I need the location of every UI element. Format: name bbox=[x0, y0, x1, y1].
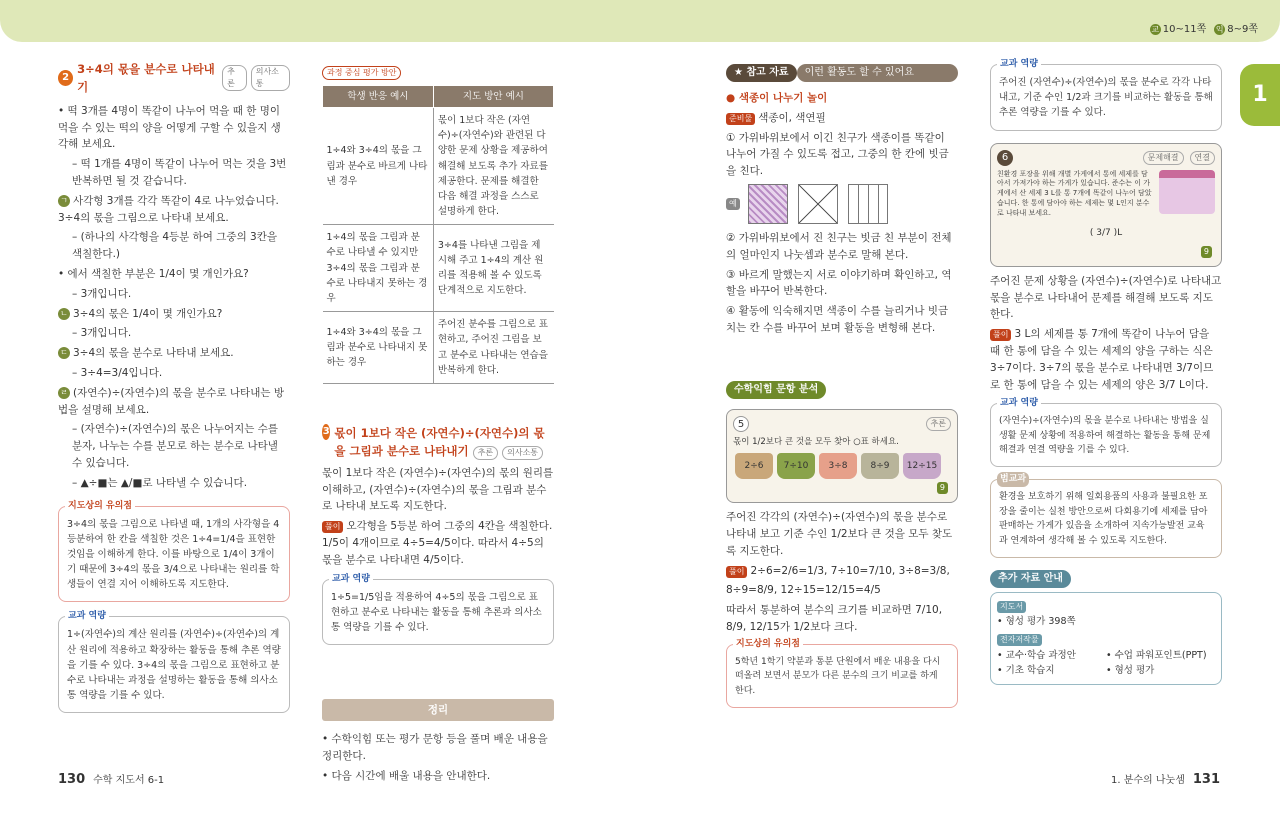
guide-label: 지도서 bbox=[997, 601, 1026, 613]
competency-label: 교과 역량 bbox=[997, 396, 1041, 410]
solution-line: 따라서 통분하여 분수의 크기를 비교하면 7/10, 8/9, 12/15가 1/2보다 크다. bbox=[726, 604, 943, 633]
teaching-note-box: 지도상의 유의점 3÷4의 몫을 그림으로 나타낼 때, 1개의 사각형을 4등분하여 한 칸을 색칠한 것은 1÷4=1/4을 표현한 것임을 이해하게 한다. 이를 바탕으로 1/4이 3개이기 때문에 3÷4의 몫을 3/4으로 나타내는 원리를 학생들이 연결 지어 이해하도록 지도한다. bbox=[58, 506, 290, 603]
answer: – (하나의 사각형을 4등분 하여 그중의 3칸을 색칠한다.) bbox=[72, 231, 278, 261]
workbook-problem-5 bbox=[726, 409, 958, 503]
tag-communication: 의사소통 bbox=[502, 446, 543, 460]
paper-figure bbox=[798, 184, 838, 224]
prep-label: 준비물 bbox=[726, 113, 755, 125]
answer: – 3÷4=3/4입니다. bbox=[72, 366, 163, 379]
table-header: 학생 반응 예시 bbox=[323, 85, 434, 107]
reference-subtitle: 이런 활동도 할 수 있어요 bbox=[797, 64, 958, 82]
tag-problem-solving: 문제해결 bbox=[1143, 151, 1184, 165]
summary-bar: 정리 bbox=[322, 699, 554, 721]
page-number: 131 bbox=[1192, 772, 1220, 787]
section-number: 2 bbox=[58, 70, 73, 86]
step: ④ 활동에 익숙해지면 색종이 수를 늘리거나 빗금 치는 칸 수를 바꾸어 보며 활동을 변형해 본다. bbox=[726, 305, 949, 334]
paragraph: 주어진 문제 상황을 (자연수)÷(자연수)로 나타내고 몫을 분수로 나타내어 문제를 해결해 보도록 지도한다. bbox=[990, 274, 1222, 321]
game-title: ● 색종이 나누기 놀이 bbox=[726, 92, 828, 104]
resource-item[interactable]: • 수업 파워포인트(PPT) bbox=[1106, 649, 1207, 661]
competency-label: 교과 역량 bbox=[329, 572, 373, 586]
page-badge: 9 bbox=[937, 482, 948, 494]
right-column-2: 교과 역량 주어진 (자연수)÷(자연수)의 몫을 분수로 각각 나타내고, 기준 수인 1/2과 크기를 비교하는 활동을 통해 추론 역량을 기를 수 있다. 6 문제해결 연결 친환경 포장을 위해 개별 가게에서 통에 세제를 담아서 가져가야 하는 가게가 있습니다. 준수는 이 가게에서 산 세제 3 L를 통 7개에 똑같이 나누어 담았습니다. 한 통에 담아야 하는 세제는 몇 L인지 분수로 나타내 보세요. ( 3/7 )L 9 주어진 문제 상황을 (자연수)÷(자연수)로 나타내고 몫을 분수로 나타내어 문제를 해결해 보도록 지도한다. 풀이 3 L의 세제를 통 7개에 똑같이 나누어 담을 때 한 통에 담을 수 있는 세제의 양을 구하는 식은 3÷7이다. 3÷7의 몫을 분수로 나타내면 3/7이므로 한 통에 담을 수 있는 세제의 양은 3/7 L이다. 교과 역량 (자연수)÷(자연수)의 몫을 분수로 나타내는 방법을 실생활 문제 상황에 적용하여 해결하는 활동을 통해 문제해결과 연결 역량을 기를 수 있다. 범교과 환경을 보호하기 위해 일회용품의 사용과 불필요한 포장을 줄이는 실천 방안으로써 다회용기에 세제를 담아 판매하는 가게가 있음을 소개하여 지속가능발전 교육과 연계하여 생각해 볼 수 있도록 지도한다. 추가 자료 안내 지도서 • 형성 평가 398쪽 전자저작물 • 교수·학습 과정안 • 수업 파워포인트(PPT) • 기초 학습지 • 형성 평가 bbox=[990, 64, 1222, 685]
answer: – 3개입니다. bbox=[72, 327, 132, 340]
problem-number: 6 bbox=[997, 150, 1013, 166]
section-number: 3 bbox=[322, 424, 330, 440]
summary-item: • 다음 시간에 배울 내용을 안내한다. bbox=[322, 769, 491, 782]
jar[interactable]: 7÷10 bbox=[777, 453, 815, 479]
assessment-table bbox=[322, 85, 554, 384]
q-mark-icon: ㄷ bbox=[58, 347, 70, 359]
teaching-note-box: 지도상의 유의점 5학년 1학기 약분과 통분 단원에서 배운 내용을 다시 떠올려 보면서 분모가 다른 분수의 크기 비교를 하게 한다. bbox=[726, 644, 958, 708]
solution-line: 8÷9=8/9, 12÷15=12/15=4/5 bbox=[726, 584, 881, 597]
table-header: 지도 방안 예시 bbox=[433, 85, 553, 107]
footer-right: 1. 분수의 나눗셈 131 bbox=[1111, 772, 1220, 787]
problem-prompt: 몫이 1/2보다 큰 것을 모두 찾아 ○표 하세요. bbox=[733, 436, 899, 447]
resource-item[interactable]: • 기초 학습지 bbox=[997, 664, 1055, 676]
answer: – (자연수)÷(자연수)의 몫은 나누어지는 수를 분자, 나누는 수를 분모로 하는 분수로 나타낼 수 있습니다. bbox=[72, 423, 279, 469]
paper-figure bbox=[848, 184, 888, 224]
q-mark-icon: ㄱ bbox=[58, 195, 70, 207]
competency-box: 교과 역량 주어진 (자연수)÷(자연수)의 몫을 분수로 각각 나타내고, 기준 수인 1/2과 크기를 비교하는 활동을 통해 추론 역량을 기를 수 있다. bbox=[990, 64, 1222, 131]
cross-curricular-label: 범교과 bbox=[997, 472, 1029, 486]
extra-title: 추가 자료 안내 bbox=[990, 570, 1071, 588]
tag-connection: 연결 bbox=[1190, 151, 1215, 165]
resource-item[interactable]: • 형성 평가 bbox=[1106, 664, 1155, 676]
section-3-title: 3 몫이 1보다 작은 (자연수)÷(자연수)의 몫을 그림과 분수로 나타내기 추론 의사소통 bbox=[322, 425, 545, 459]
page-reference bbox=[1150, 22, 1258, 38]
example-label: 예 bbox=[726, 198, 740, 210]
paragraph: • 떡 3개를 4명이 똑같이 나누어 먹을 때 한 명이 먹을 수 있는 떡의 양을 어떻게 구할 수 있을지 생각해 보세요. bbox=[58, 104, 281, 151]
competency-label: 교과 역량 bbox=[65, 609, 109, 623]
problem-text: 친환경 포장을 위해 개별 가게에서 통에 세제를 담아서 가져가야 하는 가게가 있습니다. 준수는 이 가게에서 산 세제 3 L를 통 7개에 똑같이 나누어 담았습니다. 한 통에 담아야 하는 세제는 몇 L인지 분수로 나타내 보세요. bbox=[997, 169, 1152, 217]
workbook-problem-6 bbox=[990, 143, 1222, 267]
digital-label: 전자저작물 bbox=[997, 634, 1042, 646]
ref-textbook: 10~11쪽 bbox=[1162, 24, 1207, 35]
jar[interactable]: 2÷6 bbox=[735, 453, 773, 479]
competency-label: 교과 역량 bbox=[997, 57, 1041, 71]
solution-label: 풀이 bbox=[726, 566, 747, 578]
resource-item[interactable]: • 교수·학습 과정안 bbox=[997, 649, 1076, 661]
solution-label: 풀이 bbox=[322, 521, 343, 533]
reference-title: ★ 참고 자료 bbox=[726, 64, 797, 82]
answer-blank: ( 3/7 )L bbox=[1089, 227, 1123, 238]
answer: – ▲÷■는 ▲/■로 나타낼 수 있습니다. bbox=[72, 476, 248, 489]
competency-box: 교과 역량 (자연수)÷(자연수)의 몫을 분수로 나타내는 방법을 실생활 문제 상황에 적용하여 해결하는 활동을 통해 문제해결과 연결 역량을 기를 수 있다. bbox=[990, 403, 1222, 467]
middle-column: 과정 중심 평가 방안 학생 반응 예시 지도 방안 예시 1÷4와 3÷4의 몫을 그림과 분수로 바르게 나타낸 경우 몫이 1보다 작은 (자연수)÷(자연수)와 관련된 다양한 문제 상황을 제공하여 해결해 보도록 추가 자료를 제공한다. 문제를 해결한 다음 해결 과정을 스스로 설명하게 한다. 1÷4의 몫을 그림과 분수로 나타낼 수 있지만 3÷4의 몫을 그림과 분수로 나타내지 못하는 경우 3÷4를 나타낸 그림을 제시해 주고 1÷4의 계산 원리를 적용해 볼 수 있도록 단계적으로 지도한다. 1÷4와 3÷4의 몫을 그림과 분수로 나타내지 못하는 경우 주어진 분수를 그림으로 표현하고, 주어진 그림을 보고 분수로 나타내는 연습을 반복하게 한다. 3 몫이 1보다 작은 (자연수)÷(자연수)의 몫을 그림과 분수로 나타내기 추론 의사소통 몫이 1보다 작은 (자연수)÷(자연수)의 몫의 원리를 이해하고, (자연수)÷(자연수)의 몫을 그림과 분수로 나타내 보도록 지도한다. 풀이 오각형을 5등분 하여 그중의 4칸을 색칠한다. 1/5이 4개이므로 4÷5=4/5이다. 따라서 4÷5의 몫을 분수로 나타내면 4/5이다. 교과 역량 1÷5=1/5임을 적용하여 4÷5의 몫을 그림으로 표현하고 분수로 나타내는 활동을 통해 추론과 의사소통 역량을 기를 수 있다. 정리 • 수학익힘 또는 평가 문항 등을 풀며 배운 내용을 정리한다. • 다음 시간에 배울 내용을 안내한다. bbox=[322, 64, 554, 788]
cross-curricular-box: 범교과 환경을 보호하기 위해 일회용품의 사용과 불필요한 포장을 줄이는 실천 방안으로써 다회용기에 세제를 담아 판매하는 가게가 있음을 소개하여 지속가능발전 교육과 연계하여 생각해 볼 수 있도록 지도한다. bbox=[990, 479, 1222, 558]
step: ② 가위바위보에서 진 친구는 빗금 친 부분이 전체의 얼마인지 나눗셈과 분수로 말해 본다. bbox=[726, 231, 952, 261]
tag-reasoning: 추론 bbox=[473, 446, 498, 460]
tag-reasoning: 추론 bbox=[926, 417, 951, 431]
tag-communication: 의사소통 bbox=[251, 65, 290, 91]
step: ① 가위바위보에서 이긴 친구가 색종이를 똑같이 나누어 가질 수 있도록 접고, 그중의 한 칸에 빗금을 친다. bbox=[726, 131, 949, 178]
note-label: 지도상의 유의점 bbox=[65, 499, 135, 513]
answer: – 3개입니다. bbox=[72, 287, 132, 300]
extra-box bbox=[990, 592, 1222, 685]
example-figures bbox=[726, 184, 958, 224]
store-illustration bbox=[1159, 170, 1215, 214]
paragraph: 몫이 1보다 작은 (자연수)÷(자연수)의 몫의 원리를 이해하고, (자연수)÷(자연수)의 몫을 그림과 분수로 나타내 보도록 지도한다. bbox=[322, 466, 554, 513]
jar[interactable]: 12÷15 bbox=[903, 453, 941, 479]
top-banner bbox=[0, 0, 1280, 42]
jar[interactable]: 8÷9 bbox=[861, 453, 899, 479]
footer-left: 130 수학 지도서 6-1 bbox=[58, 772, 165, 787]
problem-number: 5 bbox=[733, 416, 749, 432]
section-2-title: 2 3÷4의 몫을 분수로 나타내기 추론 의사소통 bbox=[58, 60, 290, 97]
competency-box: 교과 역량 1÷5=1/5임을 적용하여 4÷5의 몫을 그림으로 표현하고 분수로 나타내는 활동을 통해 추론과 의사소통 역량을 기를 수 있다. bbox=[322, 579, 554, 646]
extra-resources bbox=[990, 570, 1222, 685]
question: • 에서 색칠한 부분은 1/4이 몇 개인가요? bbox=[58, 267, 249, 280]
right-column-1: ★ 참고 자료 이런 활동도 할 수 있어요 ● 색종이 나누기 놀이 준비물 색종이, 색연필 ① 가위바위보에서 이긴 친구가 색종이를 똑같이 나누어 가질 수 있도록 접고, 그중의 한 칸에 빗금을 친다. 예 ② 가위바위보에서 진 친구는 빗금 친 부분이 전체의 얼마인지 나눗셈과 분수로 말해 본다. ③ 바르게 말했는지 서로 이야기하며 확인하고, 역할을 바꾸어 반복한다. ④ 활동에 익숙해지면 색종이 수를 늘리거나 빗금 치는 칸 수를 바꾸어 보며 활동을 변형해 본다. 수학익힘 문항 분석 5 추론 몫이 1/2보다 큰 것을 모두 찾아 ○표 하세요. 2÷6 7÷10 3÷8 8÷9 12÷15 9 주어진 각각의 (자연수)÷(자연수)의 몫을 분수로 나타내 보고 기준 수인 1/2보다 큰 것을 모두 찾도록 지도한다. 풀이 2÷6=2/6=1/3, 7÷10=7/10, 3÷8=3/8, 8÷9=8/9, 12÷15=12/15=4/5 따라서 통분하여 분수의 크기를 비교하면 7/10, 8/9, 12/15가 1/2보다 크다. 지도상의 유의점 5학년 1학기 약분과 통분 단원에서 배운 내용을 다시 떠올려 보면서 분모가 다른 분수의 크기 비교를 하게 한다. bbox=[726, 64, 958, 708]
assessment-tag: 과정 중심 평가 방안 bbox=[322, 66, 401, 80]
tag-reasoning: 추론 bbox=[222, 65, 247, 91]
page-badge: 9 bbox=[1201, 246, 1212, 258]
workbook-icon: 익 bbox=[1215, 25, 1224, 34]
note-label: 지도상의 유의점 bbox=[733, 637, 803, 651]
jar-row bbox=[733, 453, 951, 479]
solution-label: 풀이 bbox=[990, 329, 1011, 341]
chapter-tab[interactable]: 1 bbox=[1240, 64, 1280, 126]
table-row: 1÷4와 3÷4의 몫을 그림과 분수로 나타내지 못하는 경우 주어진 분수를 그림으로 표현하고, 주어진 그림을 보고 분수로 나타내는 연습을 반복하게 한다. bbox=[323, 312, 554, 384]
competency-box: 교과 역량 1÷(자연수)의 계산 원리를 (자연수)÷(자연수)의 계산 원리에 적용하고 확장하는 활동을 통해 추론 역량을 기를 수 있다. 3÷4의 몫을 그림으로 표현하고 분수로 나타내는 과정을 설명하는 활동을 통해 의사소통 역량을 기를 수 있다. bbox=[58, 616, 290, 713]
page-number: 130 bbox=[58, 772, 86, 787]
summary-item: • 수학익힘 또는 평가 문항 등을 풀며 배운 내용을 정리한다. bbox=[322, 733, 548, 762]
table-row: 1÷4의 몫을 그림과 분수로 나타낼 수 있지만 3÷4의 몫을 그림과 분수로 나타내지 못하는 경우 3÷4를 나타낸 그림을 제시해 주고 1÷4의 계산 원리를 적용해 볼 수 있도록 단계적으로 지도한다. bbox=[323, 225, 554, 312]
reference-header bbox=[726, 64, 958, 82]
resource-item[interactable]: • 형성 평가 398쪽 bbox=[997, 616, 1076, 628]
q-mark-icon: ㄹ bbox=[58, 387, 70, 399]
ref-workbook: 8~9쪽 bbox=[1227, 24, 1258, 35]
workbook-title: 수학익힘 문항 분석 bbox=[726, 381, 826, 399]
step: ③ 바르게 말했는지 서로 이야기하며 확인하고, 역할을 바꾸어 반복한다. bbox=[726, 268, 952, 298]
workbook-header bbox=[726, 381, 958, 399]
q-mark-icon: ㄴ bbox=[58, 308, 70, 320]
table-row: 1÷4와 3÷4의 몫을 그림과 분수로 바르게 나타낸 경우 몫이 1보다 작은 (자연수)÷(자연수)와 관련된 다양한 문제 상황을 제공하여 해결해 보도록 추가 자료를 제공한다. 문제를 해결한 다음 해결 과정을 스스로 설명하게 한다. bbox=[323, 107, 554, 224]
paper-figure bbox=[748, 184, 788, 224]
paragraph: 주어진 각각의 (자연수)÷(자연수)의 몫을 분수로 나타내 보고 기준 수인 1/2보다 큰 것을 모두 찾도록 지도한다. bbox=[726, 511, 953, 557]
left-column: 2 3÷4의 몫을 분수로 나타내기 추론 의사소통 • 떡 3개를 4명이 똑같이 나누어 먹을 때 한 명이 먹을 수 있는 떡의 양을 어떻게 구할 수 있을지 생각해 보세요. – 떡 1개를 4명이 똑같이 나누어 먹는 것을 3번 반복하면 될 것 같습니다. ㄱ 사각형 3개를 각각 똑같이 4로 나누었습니다. 3÷4의 몫을 그림으로 나타내 보세요. – (하나의 사각형을 4등분 하여 그중의 3칸을 색칠한다.) • 에서 색칠한 부분은 1/4이 몇 개인가요? – 3개입니다. ㄴ 3÷4의 몫은 1/4이 몇 개인가요? – 3개입니다. ㄷ 3÷4의 몫을 분수로 나타내 보세요. – 3÷4=3/4입니다. ㄹ (자연수)÷(자연수)의 몫을 분수로 나타내는 방법을 설명해 보세요. – (자연수)÷(자연수)의 몫은 나누어지는 수를 분자, 나누는 수를 분모로 하는 분수로 나타낼 수 있습니다. – ▲÷■는 ▲/■로 나타낼 수 있습니다. 지도상의 유의점 3÷4의 몫을 그림으로 나타낼 때, 1개의 사각형을 4등분하여 한 칸을 색칠한 것은 1÷4=1/4을 표현한 것임을 이해하게 한다. 이를 바탕으로 1/4이 3개이기 때문에 3÷4의 몫을 3/4으로 나타내는 원리를 학생들이 연결 지어 이해하도록 지도한다. 교과 역량 1÷(자연수)의 계산 원리를 (자연수)÷(자연수)의 계산 원리에 적용하고 확장하는 활동을 통해 추론 역량을 기를 수 있다. 3÷4의 몫을 그림으로 표현하고 분수로 나타내는 과정을 설명하는 활동을 통해 의사소통 역량을 기를 수 있다. bbox=[58, 60, 290, 713]
jar[interactable]: 3÷8 bbox=[819, 453, 857, 479]
textbook-icon: 교 bbox=[1151, 25, 1160, 34]
answer: – 떡 1개를 4명이 똑같이 나누어 먹는 것을 3번 반복하면 될 것 같습니다. bbox=[72, 158, 287, 187]
